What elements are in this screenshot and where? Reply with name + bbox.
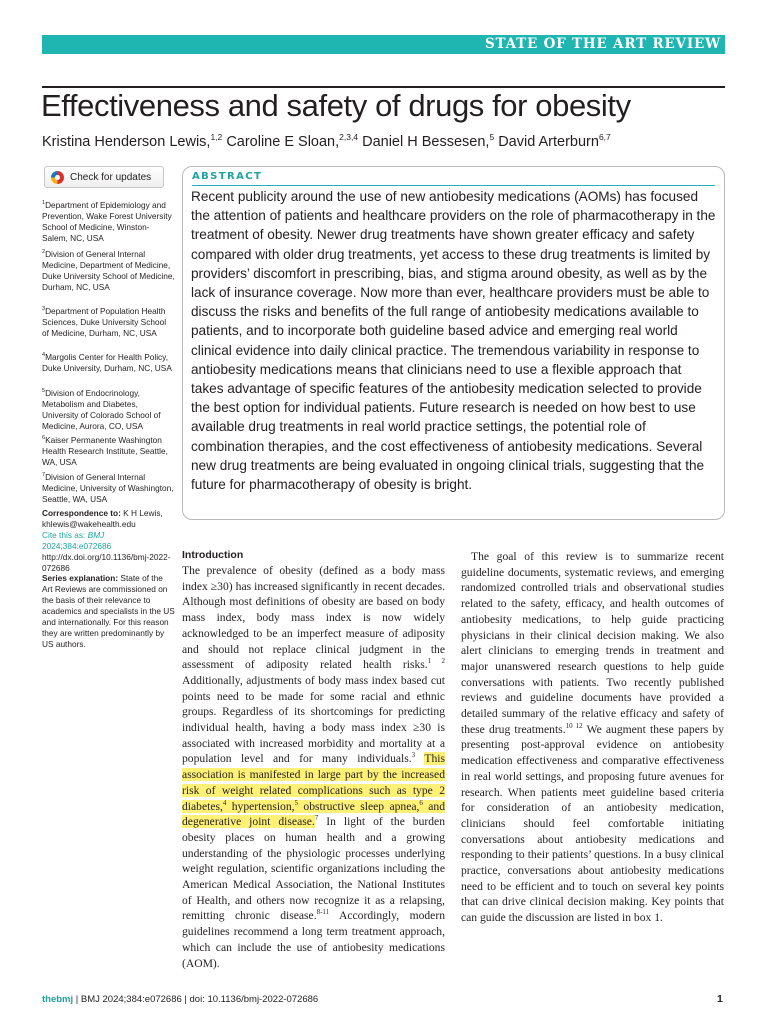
series-explanation: Series explanation: State of the Art Reviews are commissioned on the basis of their relevance to academics and specialists in the US and internationally. For this reason they are written predominantly by US authors. — [42, 573, 175, 649]
abstract-text: Recent publicity around the use of new antiobesity medications (AOMs) has focused the attention of patients and healthcare providers on the role of pharmacotherapy in the treatment of obesity. Newer drug treatments have shown greater efficacy and safety compared with older drug treatments, yet access to these drug treatments is limited by providers’ discomfort in prescribing, bias, and stigma around obesity, as well as by the lack of insurance coverage. Now more than ever, healthcare providers must be able to discuss the risks and benefits of the full range of antiobesity medications available to patients, and to incorporate both guideline based advice and emerging real world clinical evidence into daily clinical practice. The tremendous variability in response to antiobesity medications means that clinicians need to use a flexible approach that takes advantage of specific features of the antiobesity medication selected to provide the best option for individual patients. Future research is needed on how best to use available drug treatments in real world practice settings, the potential role of combination therapies, and the cost effectiveness of antiobesity medications. Several new drug treatments are being evaluated in ongoing clinical trials, suggesting that the future for pharmacotherapy of obesity is bright. — [191, 189, 716, 493]
author-name: Daniel H Bessesen, — [362, 134, 490, 150]
author-affil-ref: 6,7 — [598, 132, 611, 143]
correspondence: Correspondence to: K H Lewis, khlewis@wakehealth.edu — [42, 508, 163, 529]
doi-link[interactable]: http://dx.doi.org/10.1136/bmj-2022-072686 — [42, 552, 171, 573]
author-name: David Arterburn — [498, 134, 599, 150]
journal-logo: thebmj — [42, 994, 74, 1005]
article-title: Effectiveness and safety of drugs for obesity — [41, 88, 631, 123]
author-name: Kristina Henderson Lewis, — [42, 134, 211, 150]
check-for-updates-label: Check for updates — [70, 171, 152, 183]
intro-paragraph-2: The goal of this review is to summarize recent guideline documents, systematic reviews, and emerging randomized controlled trials and observational studies related to the safety, efficacy, and health outcomes of antiobesity medications, to help guide practicing physicians in their clinical decision making. We also alert clinicians to emerging trends in treatment and major unanswered research questions to help guide conversations with patients. Two recently published reviews and guideline documents have provided a detailed summary of the relative efficacy and safety of these drug treatments.$^{10 12}$ We augment these papers by presenting post-approval evidence on antiobesity medication effectiveness and comparative effectiveness in real world settings, and proposing future avenues for research. When patients meet guideline based criteria for consideration of an antiobesity medication, clinicians should feel comfortable initiating conversations about antiobesity medications and responding to their patients’ questions. In a busy clinical practice, conversations about antiobesity medications need to be efficient and to touch on several key points that can drive clinical decision making. Key points that can guide the discussion are listed in box 1. — [461, 550, 725, 925]
affiliation-item: $^1$Department of Epidemiology and Prevention, Wake Forest University School of Medicine, Winston-Salem, NC, USA — [42, 200, 172, 243]
affiliation-item: $^2$Division of General Internal Medicine, Department of Medicine, Duke University School of Medicine, Durham, NC, USA — [42, 249, 175, 292]
page-footer — [42, 994, 318, 1005]
footer-citation: | BMJ 2024;384:e072686 | doi: 10.1136/bmj-2022-072686 — [73, 994, 319, 1005]
intro-paragraph-1: The prevalence of obesity (defined as a body mass index ≥30) has increased significantly in recent decades. Although most definitions of obesity are based on body mass index, body mass index is now widely acknowledged to be an imperfect measure of adiposity and should not replace clinical judgment in the assessment of adiposity related health risks.$^{1 2}$ Additionally, adjustments of body mass index based cut points need to be made for some racial and ethnic groups. Regardless of its shortcomings for predicting individual health, having a body mass index ≥30 is associated with increased morbidity and mortality at a population level and for many individuals.$^3$ This association is manifested in large part by the increased risk of weight related complications such as type 2 diabetes,$^4$ hypertension,$^5$ obstructive sleep apnea,$^6$ and degenerative joint disease.$^7$ In light of the burden obesity places on human health and a growing understanding of the physiologic processes underlying weight regulation, scientific organizations including the American Medical Association, the National Institutes of Health, and others now recognize it as a relapsing, remitting chronic disease.$^{8-11}$ Accordingly, modern guidelines recommend a long term treatment approach, which can include the use of antiobesity medications (AOM). — [182, 564, 446, 970]
cite-this-as: Cite this as: BMJ 2024;384:e072686 http://dx.doi.org/10.1136/bmj-2022-072686 — [42, 530, 171, 573]
affiliation-item: $^4$Margolis Center for Health Policy, Duke University, Durham, NC, USA — [42, 352, 172, 373]
affiliation-item: $^5$Division of Endocrinology, Metabolism and Diabetes, University of Colorado School of Medicine, Aurora, CO, USA — [42, 388, 161, 431]
affiliation-item: $^6$Kaiser Permanente Washington Health Research Institute, Seattle, WA, USA — [42, 435, 168, 467]
author-list — [42, 134, 611, 150]
correspondence-email[interactable]: khlewis@wakehealth.edu — [42, 519, 136, 529]
check-for-updates-button[interactable] — [44, 166, 164, 188]
author-name: Caroline E Sloan, — [226, 134, 340, 150]
section-label: STATE OF THE ART REVIEW — [484, 36, 721, 52]
author-affil-ref: 5 — [489, 132, 495, 143]
affiliation-item: $^7$Division of General Internal Medicine, University of Washington, Seattle, WA, USA — [42, 472, 174, 504]
section-banner — [42, 35, 725, 54]
introduction-heading: Introduction — [182, 549, 244, 561]
author-affil-ref: 1,2 — [210, 132, 223, 143]
abstract-heading: ABSTRACT — [192, 171, 263, 182]
highlighted-text: This association is manifested in large part by the increased risk of weight related complications such as type 2 diabetes,$^4$ hypertension,$^5$ obstructive sleep apnea,$^6$ and degenerative joint disease. — [182, 752, 446, 829]
abstract-rule — [192, 185, 715, 186]
author-affil-ref: 2,3,4 — [339, 132, 359, 143]
page-number: 1 — [717, 993, 723, 1005]
crossmark-icon — [51, 171, 64, 184]
affiliation-item: $^3$Department of Population Health Sciences, Duke University School of Medicine, Durham, NC, USA — [42, 306, 167, 338]
